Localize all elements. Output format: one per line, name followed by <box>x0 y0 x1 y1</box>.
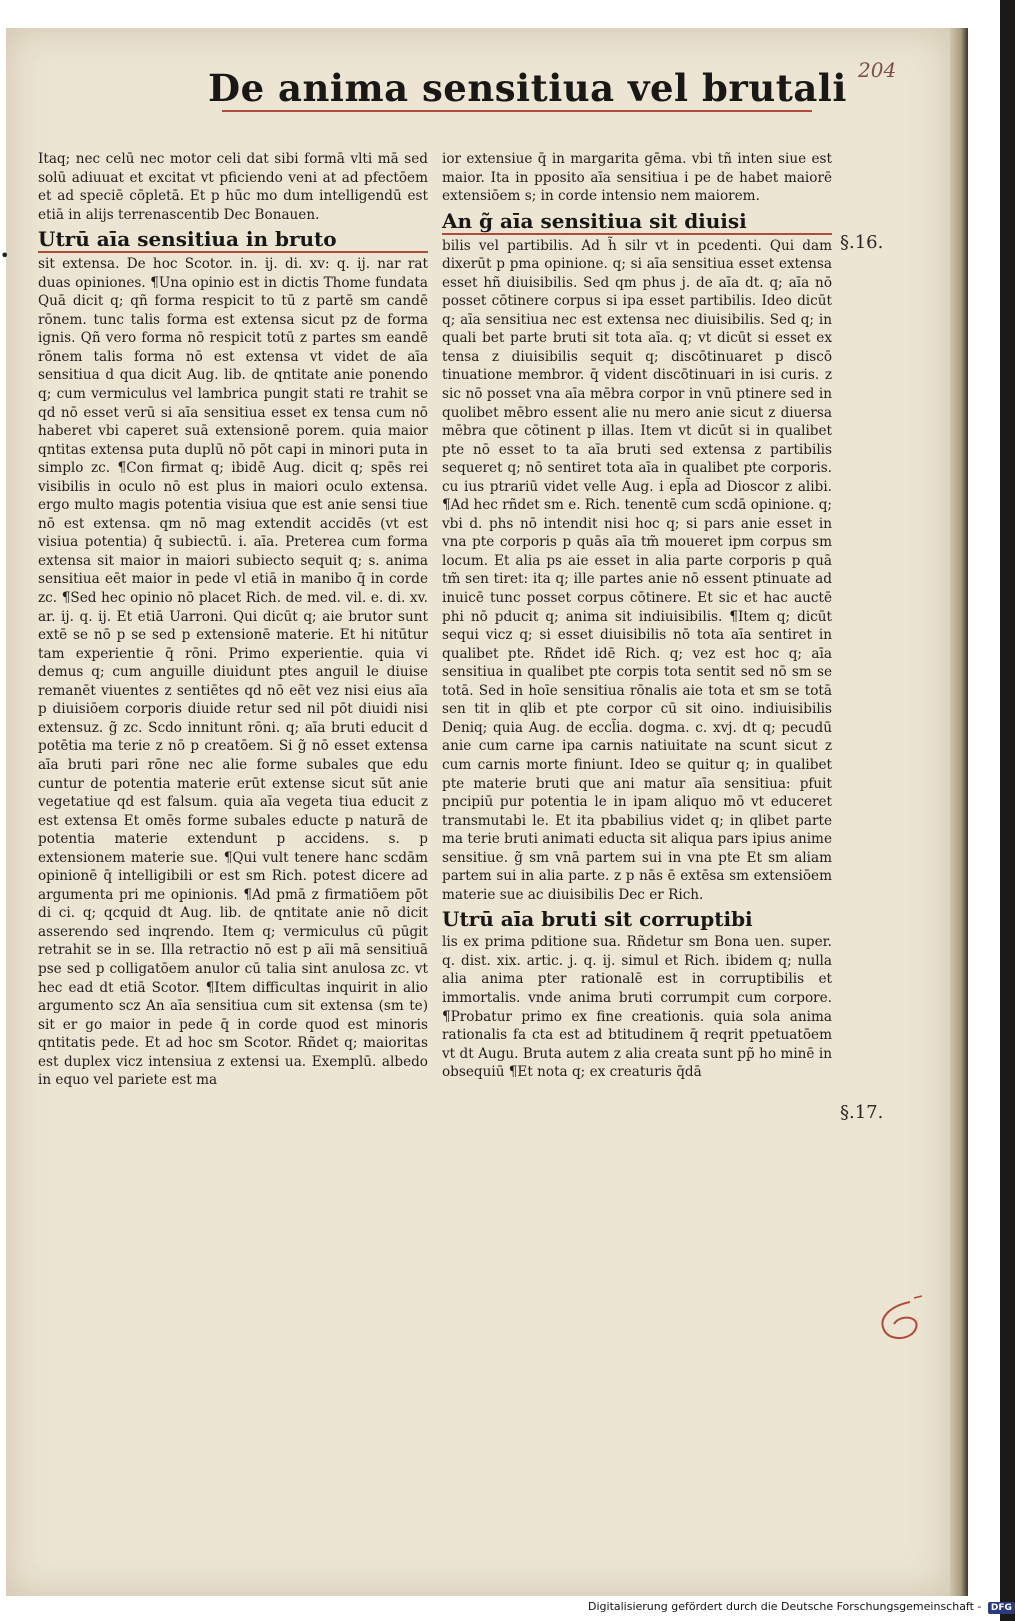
folio-number: 204 <box>858 58 897 82</box>
binding-mark: • <box>0 246 10 265</box>
leaf-edge-shadow <box>950 28 968 1596</box>
right-heading-2 <box>442 906 832 932</box>
right-paragraph-1: ior extensiue q̄ in margarita gēma. vbi tñ inten siue est maior. Ita in pposito aīa sensitiua i pe de habet maiorē extensiōem s; in corde intensio nem maiorem. <box>442 151 832 205</box>
heading-text: Utrū aīa bruti sit corruptibi <box>442 907 753 932</box>
marginal-note-16: §.16. <box>840 232 884 253</box>
marginal-note-17: §.17. <box>840 1102 884 1123</box>
right-heading-1 <box>442 208 832 234</box>
running-title: De anima sensitiua vel brutali <box>208 66 847 110</box>
left-paragraph-1: Itaq; nec celū nec motor celi dat sibi formā vlti mā sed solū adiuuat et excitat vt pficiendo veni at ad pfectōem et ad speciē cōpletā. Et p hūc mo dum intelligendū est etiā in alijs terrenascentib Dec Bonauen. <box>38 151 428 223</box>
left-paragraph-2: sit extensa. De hoc Scotor. in. ij. di. xv: q. ij. nar rat duas opiniones. ¶Una opinio est in dictis Thome fundata Quā dicit q; qñ forma respicit to tū z partē sm candē rōnem. tunc talis forma est extensa sicut pz de forma ignis. Qñ vero forma nō respicit totū z partes sm eandē rōnem talis forma nō est extensa vt videt de aīa sensitiua d qua dicit Aug. lib. de qntitate anie ponendo q; cum vermiculus vel lambrica pungit stati re trahit se qd nō esset verū si aīa sensitiua esset ex tensa cum nō haberet vbi caperet suā extensionē porem. quia maior qntitas extensa puta duplū nō pōt capi in minori puta in simplo zc. ¶Con firmat q; ibidē Aug. dicit q; spēs rei visibilis in oculo nō est plus in maiori oculo extensa. ergo multo magis potentia visiua que est anie sensi tiue nō est extensa. qm nō mag extendit accidēs (vt est visiua potentia) q̄ subiectū. i. aīa. Preterea cum forma extensa sit maior in maiori subiecto sequit q; s. anima sensitiua eēt maior in pede vl etiā in manibo q̄ in corde zc. ¶Sed hec opinio nō placet Rich. de med. vil. e. di. xv. ar. ij. q. ij. Et etiā Uarroni. Qui dicūt q; aie brutor sunt extē se nō p se sed p extensionē materie. Et hi nitūtur tam experientie q̄ rōni. Primo experientie. quia vi demus q; cum anguille diuidunt ptes anguil le diuise remanēt viuentes z sentiētes qd nō eēt vez nisi eius aīa p diuisiōem corporis diuide retur sed nil pōt diuidi nisi extensuz. g̃ zc. Scdo innitunt rōni. q; aīa bruti educit d potētia ma terie z nō p creatōem. Si g̃ nō esset extensa aīa bruti pari rōne nec alie forme subales que edu cuntur de potentia materie erūt extense sicut sūt anie vegetatiue qd est falsum. quia aīa vegeta tiua educit z est extensa Et omēs forme subales educte p naturā de potentia materie extendunt p accidens. s. p extensionem materie sue. ¶Qui vult tenere hanc scdām opinionē q̄ intelligibili or est sm Rich. potest dicere ad argumenta pri me opinionis. ¶Ad pmā z firmatiōem pōt di ci. q; qcquid dt Aug. lib. de qntitate anie nō dicit asserendo sed inqrendo. Item q; vermiculus cū pūgit retrahit se in se. Illa retractio nō est p aīi mā sensitiuā pse sed p colligatōem anulor cū talia sint anulosa zc. vt hec ead dt etiā Scotor. ¶Item difficultas inquirit in alio argumento scz An aīa sensitiua cum sit extensa (sm te) sit er go maior in pede q̄ in corde quod est minoris qntitatis pede. Et ad hoc sm Scotor. Rñdet q; maioritas est duplex vicz intensiua z extensi ua. Exemplū. albedo in equo vel pariete est ma <box>38 256 428 1089</box>
rubric-flourish-icon <box>870 1296 930 1346</box>
dfg-logo: DFG <box>988 1602 1015 1614</box>
left-heading-1 <box>38 226 428 252</box>
digitization-credit <box>588 1600 1015 1614</box>
left-column <box>38 150 428 1090</box>
right-paragraph-3: lis ex prima pditione sua. Rñdetur sm Bona uen. super. q. dist. xix. artic. j. q. ij. simul et Rich. ibidem q; nulla alia anima pter rationalē est in corruptibilis et immortalis. vnde anima bruti corrumpit cum corpore. ¶Probatur primo ex fine creationis. quia sola anima rationalis fa cta est ad btitudinem q̄ reqrit ppetuatōem vt dt Augu. Bruta autem z alia creata sunt pp̃ ho minē in obsequiū ¶Et nota q; ex creaturis q̄dā <box>442 934 832 1081</box>
heading-text: An g̃ aīa sensitiua sit diuisi <box>442 208 747 233</box>
right-column <box>442 150 832 1082</box>
heading-text: Utrū aīa sensitiua in bruto <box>38 227 337 252</box>
right-paragraph-2: bilis vel partibilis. Ad h̃ silr vt in pcedenti. Qui dam dixerūt p pma opinione. q; si aīa sensitiua esset extensa esset hñ diuisibilis. Sed qm phus j. de aīa dt. q; aīa nō posset cōtinere corpus si ipa esset partibilis. Ideo dicūt q; aīa sensitiua nec est extensa nec diuisibilis. Sed q; in quali bet parte bruti sit tota aīa. q; vt dicūt si esset ex tensa z diuisibilis sequit q; discōtinuaret p discō tinuatione membror. q̄ vident discōtinuari in isi curis. z sic nō posset vna aīa mēbra corpor in vnū ptinere sed in quolibet mēbro essent alie nu mero anie sicut z diuersa mēbra que cōtinent p illas. Item vt dicūt si in qualibet pte nō esset to ta aīa bruti sed extensa z partibilis sequeret q; nō sentiret tota aīa in qualibet pte corporis. cu ius ptrariū videt velle Aug. i epl̃a ad Dioscor z alibi. ¶Ad hec rñdet sm e. Rich. tenentē cum scdā opinione. q; vbi d. phs nō intendit nisi hoc q; si pars anie esset in vna pte corporis p quās aīa tm̃ moueret ipm corpus sm locum. Et alia ps aie esset in alia parte corporis p quā tm̃ sen tiret: ita q; ille partes anie nō essent ptinuate ad inuicē tunc posset corpus cōtinere. Et sic et hac auctē phi nō pducit q; anima sit indiuisibilis. ¶Item q; dicūt sequi vicz q; si esset diuisibilis nō tota aīa sentiret in qualibet pte. Rñdet idē Rich. q; vez est hoc q; aīa sensitiua in qualibet pte corpis tota sentit sed nō sm se totā. Sed in hoīe sensitiua rōnalis aie tota et sm se totā sen tit in qlib et pte corpor cū sit oino. indiuisibilis Deniq; quia Aug. de eccl̃ia. dogma. c. xvj. dt q; pecudū anie cum carne ipa carnis natiuitate na scunt sicut z cum carnis morte finiunt. Ideo se quitur q; in qualibet pte materie bruti que ani matur aīa sensitiua: pfuit pncipiū pur potentia le in ipam aliquo mō vt educeret transmutabi le. Et ita pbabilius videt q; in qlibet parte ma terie bruti animati educta sit aliqua pars ipius anime sensitiue. g̃ sm vnā partem sui in vna pte Et sm aliam partem sui in alia parte. z p nās ē extēsa sm extensiōem materie sue ac diuisibilis Dec er Rich. <box>442 237 832 903</box>
credit-text: Digitalisierung gefördert durch die Deutsche Forschungsgemeinschaft - <box>588 1600 982 1613</box>
title-underline <box>222 110 812 112</box>
